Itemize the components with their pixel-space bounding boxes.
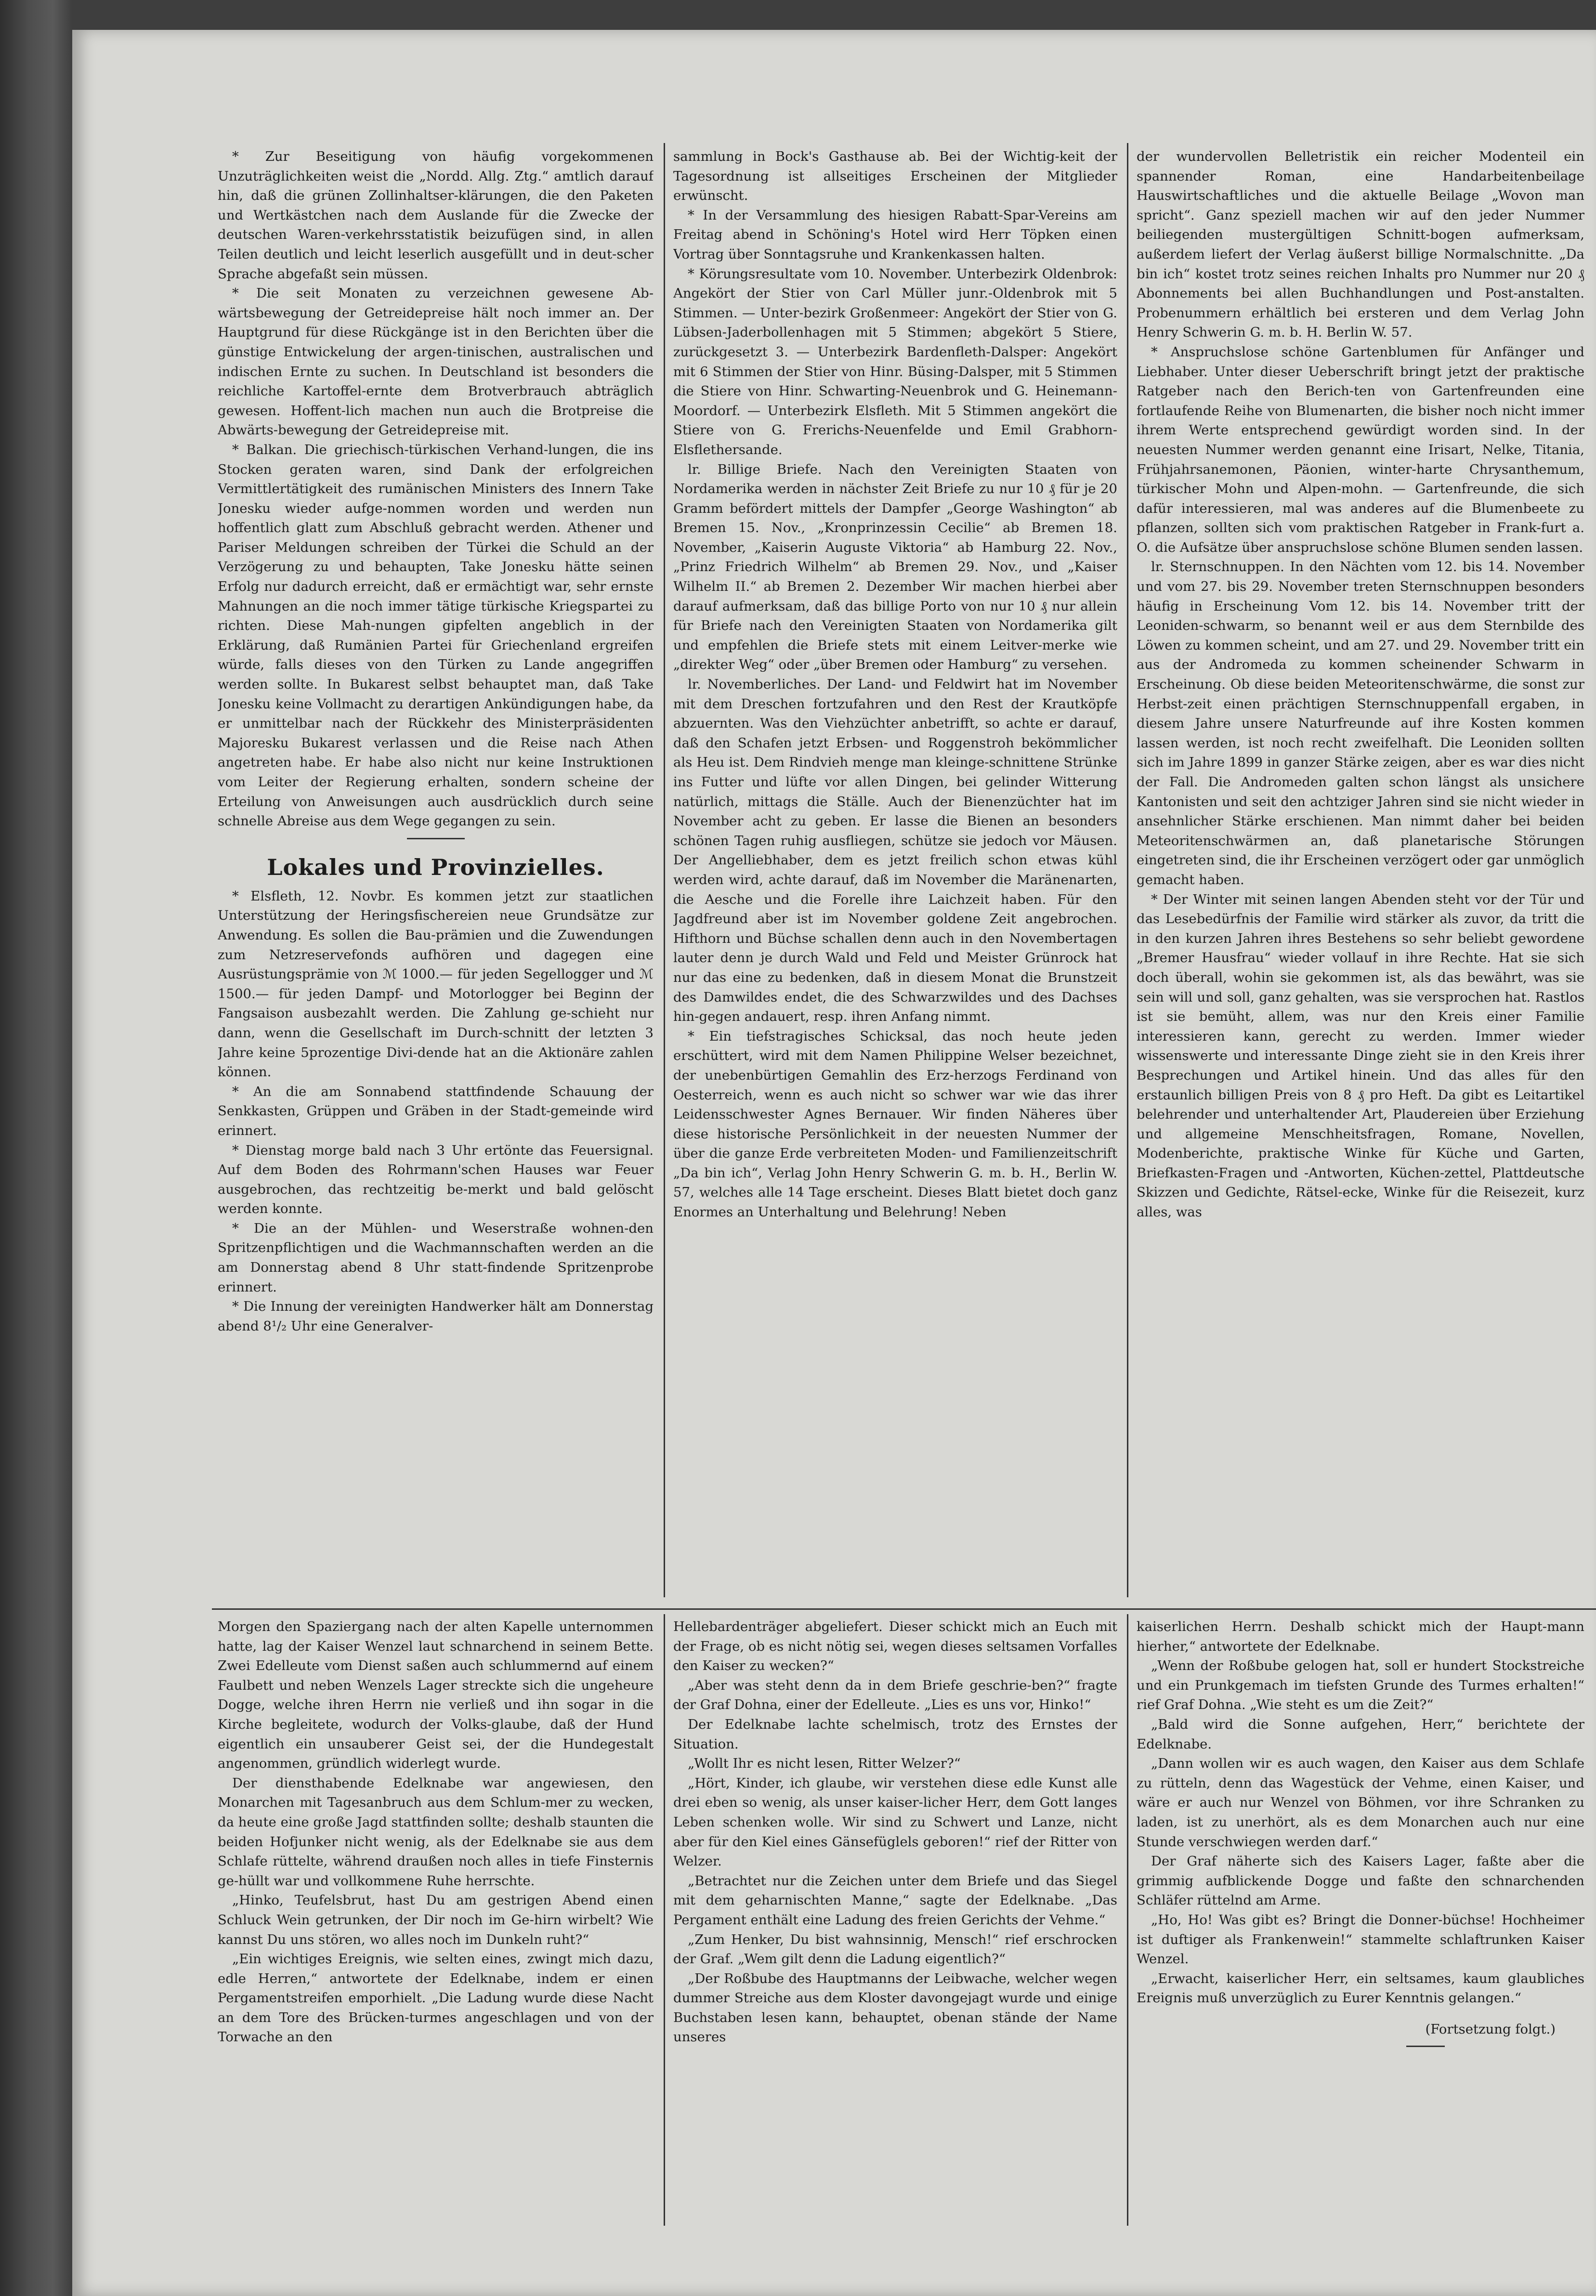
story-paragraph: „Aber was steht denn da in dem Briefe geschrie-ben?“ fragte der Graf Dohna, einer der Edelleute. „Lies es uns vor, Hinko!“ [673,1677,1117,1713]
story-paragraph: „Wenn der Roßbube gelogen hat, soll er hundert Stockstreiche und ein Prunkgemach im tiefsten Grunde des Turmes erhalten!“ rief Graf Dohna. „Wie steht es um die Zeit?“ [1137,1658,1584,1713]
column-rule [1127,143,1128,1597]
newspaper-page [72,30,1596,2296]
story-paragraph: „Hinko, Teufelsbrut, hast Du am gestrigen Abend einen Schluck Wein getrunken, der Dir noch im Ge-hirn wirbelt? Wie kannst Du uns stören, wo alles noch im Dunkeln ruht?“ [218,1892,654,1947]
column-rule [1127,1614,1128,2226]
column-2 [673,147,1117,1601]
article-paragraph: * Die an der Mühlen- und Weserstraße wohnen-den Spritzenpflichtigen und die Wachmannschaften werden an die am Donnerstag abend 8 Uhr statt-findende Spritzenprobe erinnert. [218,1220,654,1295]
article-paragraph: * Die Innung der vereinigten Handwerker hält am Donnerstag abend 8¹/₂ Uhr eine Generalver- [218,1299,654,1334]
article-paragraph: * Balkan. Die griechisch-türkischen Verhand-lungen, die ins Stocken geraten waren, sind Dank der erfolgreichen Vermittlertätigkeit des rumänischen Ministers des Innern Take Jonesku wieder aufge-nommen worden und werden nun hoffentlich glatt zum Abschluß gebracht werden. Athener und Pariser Meldungen schreiben der Türkei die Schuld an der Verzögerung zu und behaupten, Take Jonesku hätte seinen Erfolg nur dadurch erreicht, daß er ermächtigt war, sehr ernste Mahnungen an die noch immer tätige türkische Kriegspartei zu richten. Diese Mah-nungen gipfelten angeblich in der Erklärung, daß Rumänien Partei für Griechenland ergreifen würde, falls dieses von den Türken zu Lande angegriffen werden sollte. In Bukarest selbst behauptet man, daß Take Jonesku keine Vollmacht zu derartigen Ankündigungen habe, da er unmittelbar nach der Rückkehr des Ministerpräsidenten Majoresku Bukarest verlassen und die Reise nach Athen angetreten habe. Er habe also nicht nur keine Instruktionen vom Leiter der Regierung erhalten, sondern scheine der Erteilung von Anweisungen auch ausdrücklich durch seine schnelle Abreise aus dem Wege gegangen zu sein. [218,442,654,829]
feuilleton-divider [212,1608,1596,1610]
column-rule [664,1614,665,2226]
separator-rule [407,838,465,839]
article-paragraph: * An die am Sonnabend stattfindende Schauung der Senkkasten, Grüppen und Gräben in der Stadt-gemeinde wird erinnert. [218,1083,654,1138]
story-paragraph: „Zum Henker, Du bist wahnsinnig, Mensch!“ rief erschrocken der Graf. „Wem gilt denn die Ladung eigentlich?“ [673,1931,1117,1967]
column-1 [218,147,654,1601]
article-paragraph: lr. Billige Briefe. Nach den Vereinigten Staaten von Nordamerika werden in nächster Zeit Briefe zu nur 10 ₰ für je 20 Gramm befördert mittels der Dampfer „George Washington“ ab Bremen 15. Nov., „Kronprinzessin Cecilie“ ab Bremen 18. November, „Kaiserin Auguste Viktoria“ ab Hamburg 22. Nov., „Prinz Friedrich Wilhelm“ ab Bremen 29. Nov., und „Kaiser Wilhelm II.“ ab Bremen 2. Dezember Wir machen hierbei aber darauf aufmerksam, daß das billige Porto von nur 10 ₰ nur allein für Briefe nach den Vereinigten Staaten von Nordamerika gilt und empfehlen die Briefe stets mit einem Leitver-merke wie „direkter Weg“ oder „über Bremen oder Hamburg“ zu versehen. [673,461,1117,673]
article-paragraph: * Die seit Monaten zu verzeichnen gewesene Ab-wärtsbewegung der Getreidepreise hält noch immer an. Der Hauptgrund für diese Rückgänge ist in den Berichten über die günstige Entwickelung der argen-tinischen, australischen und indischen Ernte zu suchen. In Deutschland ist besonders die reichliche Kartoffel-ernte dem Brotverbrauch abträglich gewesen. Hoffent-lich machen nun auch die Brotpreise die Abwärts-bewegung der Getreidepreise mit. [218,286,654,438]
story-paragraph: „Dann wollen wir es auch wagen, den Kaiser aus dem Schlafe zu rütteln, denn das Wagestück der Vehme, einen Kaiser, und wäre er auch nur Wenzel von Böhmen, vor ihre Schranken zu laden, ist zu unerhört, als es dem Monarchen auch nur eine Stunde verschwiegen werden darf.“ [1137,1756,1584,1850]
story-paragraph: „Erwacht, kaiserlicher Herr, ein seltsames, kaum glaubliches Ereignis muß unverzüglich zu Eurer Kenntnis gelangen.“ [1137,1970,1584,2006]
feuilleton-column-1 [218,1617,654,2229]
story-paragraph: kaiserlichen Herrn. Deshalb schickt mich der Haupt-mann hierher,“ antwortete der Edelknabe. [1137,1619,1584,1654]
story-paragraph: „Wollt Ihr es nicht lesen, Ritter Welzer?“ [688,1756,961,1772]
story-paragraph: Der diensthabende Edelknabe war angewiesen, den Monarchen mit Tagesanbruch aus dem Schlum-mer zu wecken, da heute eine große Jagd stattfinden sollte; deshalb staunten die beiden Hofjunker nicht wenig, als der Edelknabe sie aus dem Schlafe rüttelte, während draußen noch alles in tiefe Finsternis ge-hüllt war und vollkommene Ruhe herrschte. [218,1775,654,1889]
article-paragraph: * Dienstag morge bald nach 3 Uhr ertönte das Feuersignal. Auf dem Boden des Rohrmann'schen Hauses war Feuer ausgebrochen, das rechtzeitig be-merkt und bald gelöscht werden konnte. [218,1142,654,1217]
article-paragraph: * Der Winter mit seinen langen Abenden steht vor der Tür und das Lesebedürfnis der Familie wird stärker als zuvor, da tritt die in den kurzen Jahren ihres Bestehens so sehr beliebt gewordene „Bremer Hausfrau“ wieder vollauf in ihre Rechte. Hat sie sich doch überall, wohin sie gekommen ist, als das bewährt, was sie sein will und soll, ganz gehalten, was sie versprochen hat. Rastlos ist sie bemüht, allem, was nur den Kreis einer Familie interessieren kann, gerecht zu werden. Immer wieder wissenswerte und interessante Dinge zieht sie in den Kreis ihrer Besprechungen und Artikel hinein. Und das alles für den erstaunlich billigen Preis von 8 ₰ pro Heft. Da gibt es Leitartikel belehrender und unterhaltender Art, Plaudereien über Erziehung und allgemeine Menschheitsfragen, Romane, Novellen, Modenberichte, praktische Winke für Küche und Garten, Briefkasten-Fragen und -Antworten, Küchen-zettel, Plattdeutsche Skizzen und Gedichte, Rätsel-ecke, Winke für die Reisezeit, kurz alles, was [1137,891,1584,1220]
story-paragraph: Hellebardenträger abgeliefert. Dieser schickt mich an Euch mit der Frage, ob es nicht nötig sei, wegen dieses seltsamen Vorfalles den Kaiser zu wecken?“ [673,1619,1117,1674]
article-paragraph: der wundervollen Belletristik ein reicher Modenteil ein spannender Roman, eine Handarbeitenbeilage Hauswirtschaftliches und die aktuelle Beilage „Wovon man spricht“. Ganz speziell machen wir auf den jeder Nummer beiliegenden mustergültigen Schnitt-bogen aufmerksam, außerdem liefert der Verlag äußerst billige Normalschnitte. „Da bin ich“ kostet trotz seines reichen Inhalts pro Nummer nur 20 ₰ Abonnements bei allen Buchhandlungen und Post-anstalten. Probenummern erhältlich bei ersteren und dem Verlag John Henry Schwerin G. m. b. H. Berlin W. 57. [1137,149,1584,340]
feuilleton-column-3 [1137,1617,1584,2243]
story-paragraph: „Ein wichtiges Ereignis, wie selten eines, zwingt mich dazu, edle Herren,“ antwortete der Edelknabe, indem er einen Pergamentstreifen emporhielt. „Die Ladung wurde diese Nacht an dem Tore des Brücken-turmes angeschlagen und von der Torwache an den [218,1951,654,2045]
story-paragraph: „Der Roßbube des Hauptmanns der Leibwache, welcher wegen dummer Streiche aus dem Kloster davongejagt wurde und einige Buchstaben lesen kann, behauptet, obenan stände der Name unseres [673,1970,1117,2045]
article-paragraph: * Anspruchslose schöne Gartenblumen für Anfänger und Liebhaber. Unter dieser Ueberschrift bringt jetzt der praktische Ratgeber nach den Berich-ten von Gartenfreunden eine fortlaufende Reihe von Blumenarten, die bisher noch nicht immer ihrem Werte entsprechend gewürdigt worden sind. In der neuesten Nummer werden genannt eine Irisart, Nelke, Titania, Frühjahrsanemonen, Päonien, winter-harte Chrysanthemum, türkischer Mohn und Alpen-mohn. — Gartenfreunde, die sich dafür interessieren, mal was anderes auf die Blumenbeete zu pflanzen, sollten sich vom praktischen Ratgeber in Frank-furt a. O. die Aufsätze über anspruchslose schöne Blumen senden lassen. [1137,344,1584,555]
article-paragraph: * In der Versammlung des hiesigen Rabatt-Spar-Vereins am Freitag abend in Schöning's Hotel wird Herr Töpken einen Vortrag über Sonntagsruhe und Krankenkassen halten. [673,207,1117,262]
article-paragraph: * Zur Beseitigung von häufig vorgekommenen Unzuträglichkeiten weist die „Nordd. Allg. Ztg.“ amtlich darauf hin, daß die grünen Zollinhaltser-klärungen, die den Paketen und Wertkästchen nach dem Auslande für die Zwecke der deutschen Waren-verkehrsstatistik beizufügen sind, in allen Teilen deutlich und leicht leserlich ausgefüllt und in deut-scher Sprache abgefaßt sein müssen. [218,149,654,282]
end-rule [1406,2046,1445,2047]
feuilleton-column-2 [673,1617,1117,2229]
article-paragraph: * Ein tiefstragisches Schicksal, das noch heute jeden erschüttert, wird mit dem Namen Philippine Welser bezeichnet, der unebenbürtigen Gemahlin des Erz-herzogs Ferdinand von Oesterreich, wenn es auch nicht so schwer war wie das ihrer Leidensschwester Agnes Bernauer. Wir finden Näheres über diese historische Persönlichkeit in der neuesten Nummer der über die ganze Erde verbreiteten Moden- und Familienzeitschrift „Da bin ich“, Verlag John Henry Schwerin G. m. b. H., Berlin W. 57, welches alle 14 Tage erscheint. Dieses Blatt bietet doch ganz Enormes an Unterhaltung und Belehrung! Neben [673,1028,1117,1220]
section-heading: Lokales und Provinzielles. [267,854,604,880]
story-paragraph: „Betrachtet nur die Zeichen unter dem Briefe und das Siegel mit dem geharnischten Manne,“ sagte der Edelknabe. „Das Pergament enthält eine Ladung des freien Gerichts der Vehme.“ [673,1873,1117,1928]
column-3 [1137,147,1584,1601]
continuation-note: (Fortsetzung folgt.) [1425,2021,1556,2037]
story-paragraph: Morgen den Spaziergang nach der alten Kapelle unternommen hatte, lag der Kaiser Wenzel laut schnarchend in seinem Bette. Zwei Edelleute vom Dienst saßen auch schlummernd auf einem Faulbett und neben Wenzels Lager streckte sich die ungeheure Dogge, welche ihren Herrn nie verließ und ihn sogar in die Kirche begleitete, wodurch der Volks-glaube, daß der Hund eigentlich ein unsauberer Geist sei, der die Hundegestalt angenommen, gründlich widerlegt wurde. [218,1619,654,1772]
story-paragraph: „Hört, Kinder, ich glaube, wir verstehen diese edle Kunst alle drei eben so wenig, als unser kaiser-licher Herr, dem Gott langes Leben schenken wolle. Wir sind zu Schwert und Lanze, nicht aber für den Kiel eines Gänsefüglels geboren!“ rief der Ritter von Welzer. [673,1775,1117,1869]
article-paragraph: sammlung in Bock's Gasthause ab. Bei der Wichtig-keit der Tagesordnung ist allseitiges Erscheinen der Mitglieder erwünscht. [673,149,1117,204]
story-paragraph: Der Edelknabe lachte schelmisch, trotz des Ernstes der Situation. [673,1716,1117,1752]
article-paragraph: * Elsfleth, 12. Novbr. Es kommen jetzt zur staatlichen Unterstützung der Heringsfischereien neue Grundsätze zur Anwendung. Es sollen die Bau-prämien und die Zuwendungen zum Netzreservefonds aufhören und dagegen eine Ausrüstungsprämie von ℳ 1000.— für jeden Segellogger und ℳ 1500.— für jeden Dampf- und Motorlogger bei Beginn der Fangsaison ausbezahlt werden. Die Zahlung ge-schieht nur dann, wenn die Gesellschaft im Durch-schnitt der letzten 3 Jahre keine 5prozentige Divi-dende hat an die Aktionäre zahlen können. [218,888,654,1080]
article-paragraph: * Körungsresultate vom 10. November. Unterbezirk Oldenbrok: Angekört der Stier von Carl Müller junr.-Oldenbrok mit 5 Stimmen. — Unter-bezirk Großenmeer: Angekört der Stier von G. Lübsen-Jaderbollenhagen mit 5 Stimmen; abgekört 5 Stiere, zurückgesetzt 3. — Unterbezirk Bardenfleth-Dalsper: Angekört mit 6 Stimmen der Stier von Hinr. Büsing-Dalsper, mit 5 Stimmen die Stiere von Hinr. Schwarting-Neuenbrok und G. Heinemann-Moordorf. — Unterbezirk Elsfleth. Mit 5 Stimmen angekört die Stiere von G. Frerichs-Neuenfelde und Emil Grabhorn-Elsflethersande. [673,266,1117,457]
story-paragraph: Der Graf näherte sich des Kaisers Lager, faßte aber die grimmig aufblickende Dogge und faßte den schnarchenden Schläfer rüttelnd am Arme. [1137,1853,1584,1908]
story-paragraph: „Ho, Ho! Was gibt es? Bringt die Donner-büchse! Hochheimer ist duftiger als Frankenwein!“ stammelte schlaftrunken Kaiser Wenzel. [1137,1912,1584,1967]
article-paragraph: lr. Sternschnuppen. In den Nächten vom 12. bis 14. November und vom 27. bis 29. November treten Sternschnuppen besonders häufig in Erscheinung Vom 12. bis 14. November tritt der Leoniden-schwarm, so benannt weil er aus dem Sternbilde des Löwen zu kommen scheint, und am 27. und 29. November tritt ein aus der Andromeda zu kommen scheinender Schwarm in Erscheinung. Ob diese beiden Meteoritenschwärme, die sonst zur Herbst-zeit einen prächtigen Sternschnuppenfall ergaben, in diesem Jahre unsere Naturfreunde auf ihre Kosten kommen lassen werden, ist noch recht zweifelhaft. Die Leoniden sollten sich im Jahre 1899 in ganzer Stärke zeigen, aber es war dies nicht der Fall. Die Andromeden galten schon längst als unsichere Kantonisten und seit den achtziger Jahren sind sie nicht wieder in ansehnlicher Stärke erschienen. Man nimmt daher bei beiden Meteoritenschwärmen an, daß planetarische Störungen eingetreten sind, die ihr Erscheinen verzögert oder gar unmöglich gemacht haben. [1137,559,1584,887]
column-rule [664,143,665,1597]
article-paragraph: lr. Novemberliches. Der Land- und Feldwirt hat im November mit dem Dreschen fortzufahren und den Rest der Krautköpfe abzuernten. Was den Viehzüchter anbetrifft, so achte er darauf, daß den Schafen jetzt Erbsen- und Roggenstroh bekömmlicher als Heu ist. Dem Rindvieh menge man kleinge-schnittene Strünke ins Futter und lüfte vor allen Dingen, bei gelinder Witterung natürlich, mittags die Ställe. Auch der Bienenzüchter hat im November acht zu geben. Er lasse die Bienen an besonders schönen Tagen ruhig ausfliegen, schütze sie jedoch vor Mäusen. Der Angelliebhaber, dem es jetzt freilich schon etwas kühl werden wird, achte darauf, daß im November die Maränenarten, die Aesche und die Forelle ihre Laichzeit haben. Für den Jagdfreund aber ist im November goldene Zeit angebrochen. Hifthorn und Büchse schallen denn auch in den Novembertagen lauter denn je durch Wald und Feld und Meister Grünrock hat nur das eine zu bedenken, daß in diesem Monat die Brunstzeit des Damwildes endet, die des Schwarzwildes und des Dachses hin-gegen andauert, resp. ihren Anfang nimmt. [673,677,1117,1025]
story-paragraph: „Bald wird die Sonne aufgehen, Herr,“ berichtete der Edelknabe. [1137,1716,1584,1752]
